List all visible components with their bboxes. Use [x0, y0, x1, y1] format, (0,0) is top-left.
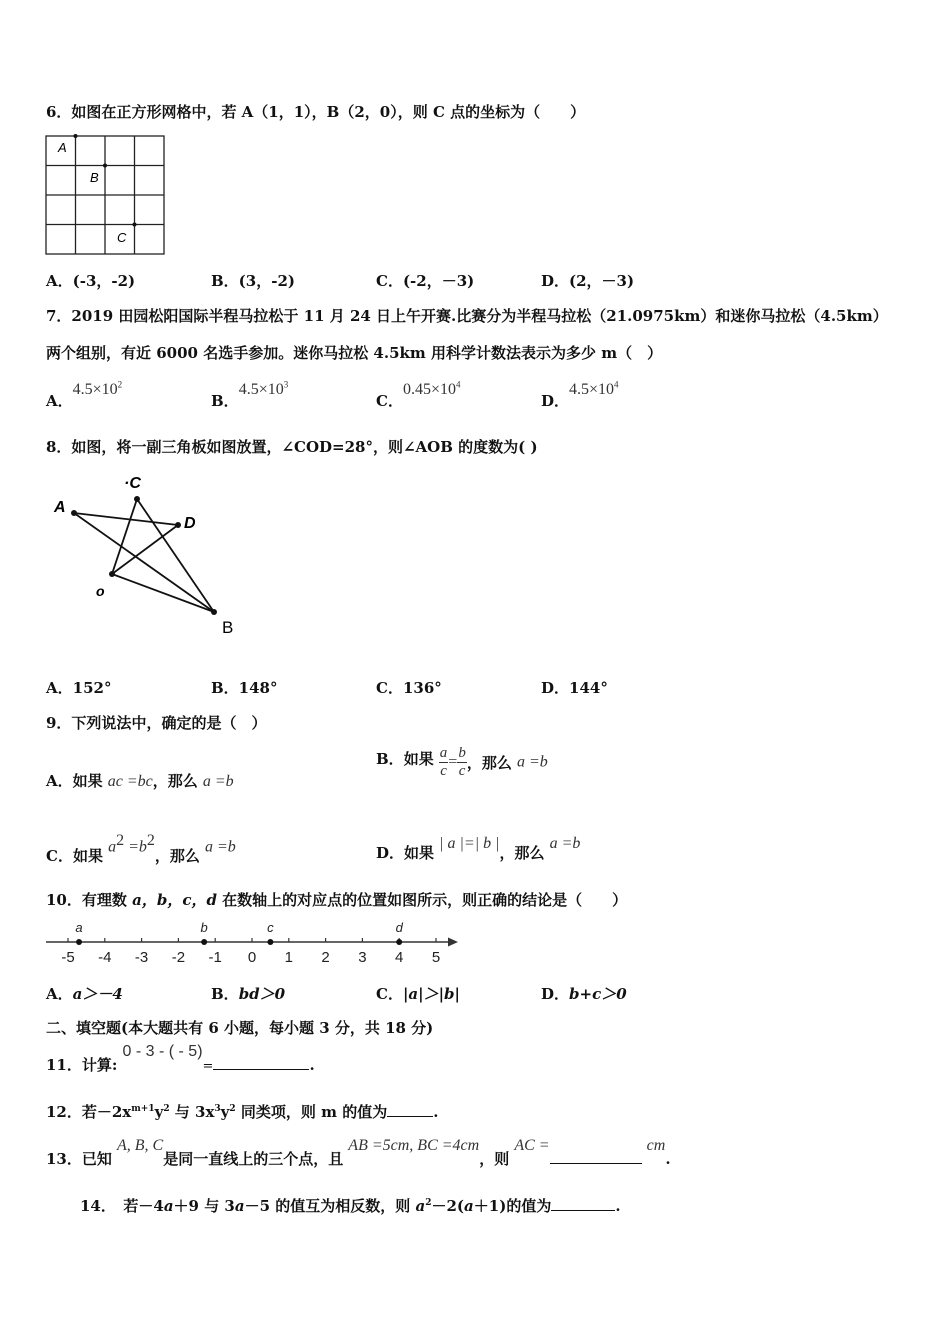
q9-option-c-mid: ，那么 [154, 847, 200, 866]
q7-option-c-letter: C． [376, 392, 403, 410]
q6-label-a: A [58, 140, 67, 155]
q10-option-a [46, 983, 123, 1004]
q8-triangle-figure [46, 466, 256, 646]
q8-option-a: A．152° [46, 679, 112, 697]
q9-option-c-concl: a =b [204, 838, 236, 856]
q7-option-a-mantissa: 4.5 [72, 381, 93, 398]
q10-tick-label: 0 [247, 949, 257, 966]
q13-then: ，则 [479, 1150, 510, 1168]
q13 [46, 1134, 671, 1168]
q7-option-c [376, 378, 461, 410]
q12-exp4: 2 [229, 1104, 236, 1114]
q9-option-a-pre: 如果 [72, 772, 103, 790]
q11 [46, 1040, 315, 1074]
q10-point-label-d: d [395, 920, 403, 935]
q6-label-b: B [90, 170, 99, 185]
q8-point-b [211, 609, 217, 615]
q8-option-d: D．144° [541, 679, 608, 697]
q10-tick-label: -3 [134, 949, 149, 966]
q6-grid-figure [44, 134, 168, 258]
q7-option-c-times: ×10 [430, 381, 456, 398]
q14 [80, 1195, 621, 1216]
q10-option-a-expr: a＞－4 [72, 985, 123, 1003]
q9-option-c-cond-a-exp: 2 [116, 832, 125, 849]
q10-point-d [396, 939, 402, 945]
q7-option-a-letter: A． [46, 392, 73, 410]
q9-option-b [376, 745, 548, 780]
q10-point-label-c: c [267, 920, 274, 935]
q9-option-b-frac1-den: c [440, 763, 447, 779]
q14-mid1: ＋9 与 3 [173, 1197, 235, 1215]
section2-title: 二、填空题(本大题共有 6 小题，每小题 3 分，共 18 分) [46, 1019, 434, 1037]
q10-tick-label: -5 [61, 949, 75, 966]
q10-stem-pre: 10．有理数 [46, 891, 133, 909]
q7-option-d-letter: D． [541, 392, 570, 410]
q8-point-d [175, 522, 181, 528]
q6-option-b: B．(3，-2) [211, 272, 295, 290]
q6-point-a [74, 134, 78, 138]
q9-option-b-pre: 如果 [403, 750, 434, 768]
q14-exp: 2 [425, 1198, 432, 1208]
q9-option-a-concl: a =b [202, 773, 234, 790]
q13-pre: 13．已知 [46, 1150, 112, 1168]
q9-option-d-pre: 如果 [404, 844, 435, 862]
q10-option-b-letter: B． [211, 985, 239, 1003]
q7-stem-line1: 7．2019 田园松阳国际半程马拉松于 11 月 24 日上午开赛.比赛分为半程马拉松（21.0975km）和迷你马拉松（4.5km） [46, 307, 888, 325]
q9-stem: 9．下列说法中，确定的是（ ） [46, 714, 267, 732]
q10-axis-points [75, 920, 403, 945]
q12-pre: 12．若－2x [46, 1103, 132, 1121]
q12-mid1: y [154, 1103, 164, 1121]
q10-tick-label: 3 [358, 949, 367, 966]
q6-point-b [103, 164, 107, 168]
q8-option-b: B．148° [211, 679, 278, 697]
q11-pre: 11．计算: [46, 1056, 118, 1074]
q12-exp3: 3 [214, 1104, 221, 1114]
q10-point-b [201, 939, 207, 945]
q9-option-b-letter: B． [376, 750, 404, 768]
q7-option-d [541, 378, 619, 410]
q7-option-a [46, 378, 123, 410]
q14-end: . [615, 1197, 621, 1215]
q7-option-b [211, 378, 289, 410]
q12-exp2: 2 [163, 1104, 170, 1114]
q9-option-a [46, 770, 234, 791]
q9-option-b-frac2 [457, 745, 467, 780]
q10-stem-vars: a，b，c，d [132, 891, 217, 909]
q14-var4: a [464, 1197, 474, 1215]
q10-option-d-letter: D． [541, 985, 570, 1003]
q7-option-c-mantissa: 0.45 [402, 381, 431, 398]
q10-axis-arrow [448, 938, 458, 947]
q7-option-d-exp: 4 [614, 379, 619, 390]
q11-post: . [309, 1056, 315, 1074]
q11-answer-blank[interactable] [213, 1069, 309, 1070]
q6-label-c: C [117, 230, 127, 245]
q9-option-b-mid: ，那么 [466, 754, 512, 772]
q10-option-d-expr: b+c＞0 [569, 985, 627, 1003]
q12-post: 同类项，则 m 的值为 [235, 1103, 388, 1121]
q11-expr: 0 - 3 - ( - 5) [122, 1043, 203, 1060]
q8-option-c: C．136° [376, 679, 442, 697]
q12-mid3: y [220, 1103, 230, 1121]
q9-option-c-letter: C． [46, 847, 73, 866]
q7-option-b-mantissa: 4.5 [238, 381, 259, 398]
q10-option-b-expr: bd＞0 [238, 985, 286, 1003]
q7-option-b-letter: B． [211, 392, 239, 410]
q6-point-c [133, 223, 137, 227]
q14-mid3: －2( [431, 1197, 465, 1215]
q13-unit: cm [646, 1137, 666, 1154]
q10-tick-label: 1 [284, 949, 293, 966]
q9-option-a-cond: ac =bc [107, 773, 153, 790]
q9-option-c [46, 832, 236, 866]
q9-option-b-frac1 [439, 745, 449, 780]
q8-point-a [71, 510, 77, 516]
q10-stem-post: 在数轴上的对应点的位置如图所示，则正确的结论是（ ） [216, 891, 628, 909]
q14-answer-blank[interactable] [551, 1210, 615, 1211]
q9-option-b-frac1-num: a [439, 745, 448, 761]
q8-point-o [109, 571, 115, 577]
q10-tick-label: 5 [431, 949, 441, 966]
q10-option-d [541, 983, 627, 1004]
q10-tick-label: -4 [98, 949, 112, 966]
q12-answer-blank[interactable] [387, 1116, 433, 1117]
q14-var1: a [163, 1197, 174, 1215]
q9-option-d-letter: D． [376, 844, 405, 862]
q9-option-c-cond-b-exp: 2 [146, 832, 155, 849]
q7-option-c-exp: 4 [455, 379, 461, 390]
q9-option-d-cond: | a |=| b | [439, 835, 500, 852]
q8-label-o: o [96, 583, 105, 599]
q14-var3: a [415, 1197, 426, 1215]
q13-end: . [665, 1150, 671, 1168]
q13-condition: AB =5cm, BC =4cm [348, 1137, 480, 1154]
q10-point-c [267, 939, 273, 945]
q10-tick-label: -1 [208, 949, 222, 966]
q10-tick-label: -2 [171, 949, 186, 966]
q9-option-b-frac2-den: c [458, 763, 466, 779]
q9-option-a-mid: ，那么 [152, 772, 198, 790]
q10-option-b [211, 983, 285, 1004]
q6-option-c: C．(-2，－3) [376, 272, 475, 290]
q9-option-d-mid: ，那么 [499, 844, 545, 862]
q8-label-a: A [54, 499, 66, 516]
q8-point-c [134, 496, 140, 502]
q12-mid2: 与 3x [169, 1103, 215, 1121]
q9-option-c-cond-mid: =b [124, 838, 147, 856]
q11-eq: = [202, 1059, 214, 1074]
q7-stem-line2: 两个组别，有近 6000 名选手参加。迷你马拉松 4.5km 用科学计数法表示为多少 m（ ） [46, 344, 663, 362]
q13-points: A, B, C [116, 1137, 164, 1154]
q7-option-d-mantissa: 4.5 [569, 381, 590, 398]
q7-option-d-times: ×10 [589, 381, 615, 398]
q12 [46, 1101, 438, 1122]
q14-mid4: ＋1)的值为 [473, 1197, 552, 1215]
q9-option-d [376, 832, 581, 862]
q10-option-c-expr: |a|＞|b| [402, 985, 460, 1003]
q6-stem: 6．如图在正方形网格中，若 A（1，1），B（2，0），则 C 点的坐标为（ ） [46, 103, 586, 121]
q14-mid2: －5 的值互为相反数，则 [244, 1197, 416, 1215]
q10-point-label-b: b [200, 920, 208, 935]
q10-point-label-a: a [75, 920, 83, 935]
q9-option-c-pre: 如果 [72, 847, 103, 866]
q10-option-a-letter: A． [46, 985, 73, 1003]
q7-option-a-times: ×10 [92, 381, 118, 398]
q9-option-b-eq: = [448, 753, 458, 771]
q9-option-b-concl: a =b [516, 753, 548, 771]
q9-option-c-cond-a: a [108, 838, 117, 856]
q10-stem [46, 889, 627, 910]
q7-option-b-times: ×10 [258, 381, 284, 398]
q14-var2: a [234, 1197, 245, 1215]
q13-mid: 是同一直线上的三个点，且 [163, 1150, 344, 1168]
q14-pre: 14． 若－4 [80, 1197, 164, 1215]
q10-tick-label: 4 [395, 949, 404, 966]
q8-label-d: D [184, 515, 196, 532]
q9-option-d-concl: a =b [549, 835, 581, 852]
q12-end: . [433, 1103, 439, 1121]
q10-option-c [376, 983, 460, 1004]
q6-option-d: D．(2，－3) [541, 272, 635, 290]
q8-label-b: B [222, 618, 234, 637]
q10-tick-label: 2 [321, 949, 330, 966]
q9-option-b-frac2-num: b [458, 745, 466, 761]
q7-option-a-exp: 2 [117, 379, 123, 390]
q12-exp1: m+1 [131, 1104, 155, 1114]
q8-stem: 8．如图，将一副三角板如图放置，∠COD=28°，则∠AOB 的度数为( ) [46, 438, 538, 456]
q10-option-c-letter: C． [376, 985, 403, 1003]
q10-number-line [44, 916, 464, 968]
q8-label-c: ·C [124, 475, 141, 492]
q13-answer-blank[interactable] [550, 1163, 642, 1164]
q7-option-b-exp: 3 [283, 379, 289, 390]
q10-point-a [76, 939, 82, 945]
q13-ac: AC = [514, 1137, 550, 1154]
q6-option-a: A．(-3，-2) [46, 272, 136, 290]
q9-option-a-letter: A． [46, 772, 73, 790]
